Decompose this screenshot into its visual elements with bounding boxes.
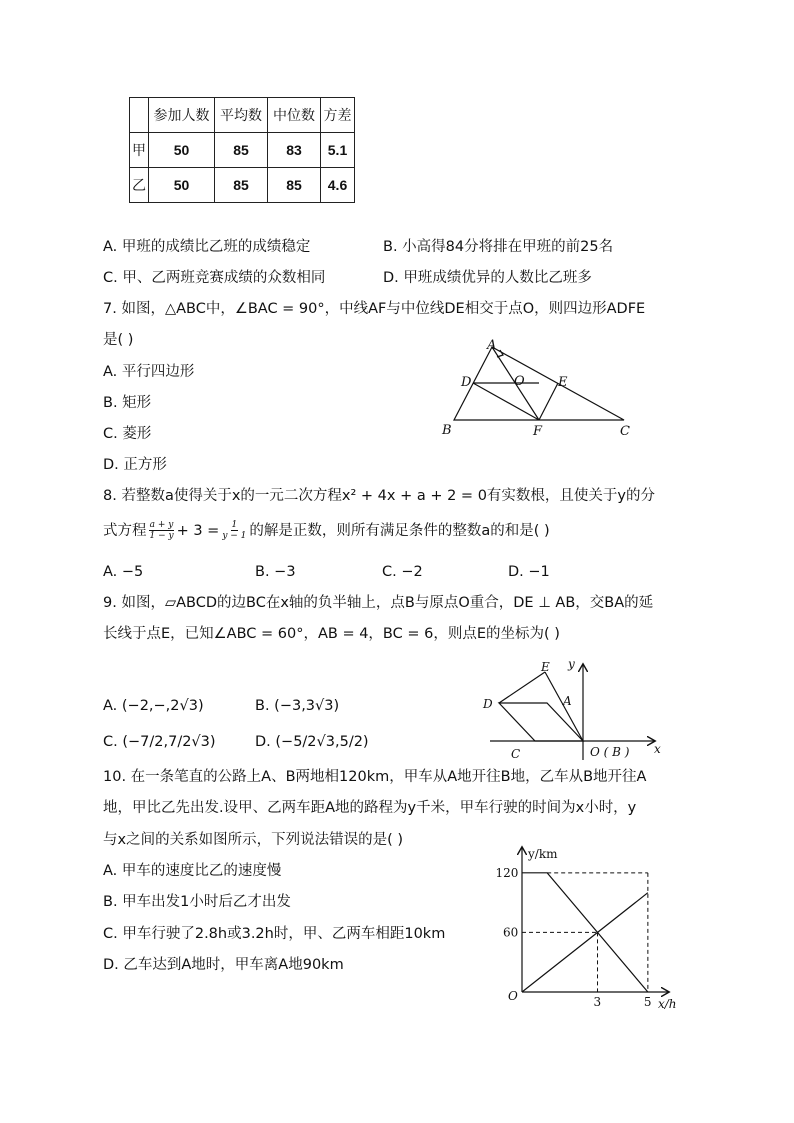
table-cell: 85 [215,133,268,168]
table-header-cell [130,98,149,133]
label-ob: O ( B ) [590,745,630,759]
q9-option-b: B. (−3,3√3) [255,698,340,714]
q7-stem-line2: 是( ) [103,332,134,348]
q9-parallelogram-figure [478,655,678,763]
table-cell: 85 [215,168,268,203]
q8-option-d: D. −1 [508,564,550,580]
q10-option-d: D. 乙车达到A地时，甲车离A地90km [103,957,344,973]
table-header-cell: 参加人数 [149,98,215,133]
q9-option-c: C. (−7/2,7/2√3) [103,734,216,750]
table-cell: 50 [149,168,215,203]
y-tick-label: 60 [503,925,519,940]
fraction-denominator: 1 − y [149,531,174,541]
q8-option-c: C. −2 [382,564,423,580]
label-b: B [442,423,452,438]
q7-option-b: B. 矩形 [103,395,152,411]
table-header-cell: 中位数 [268,98,321,133]
q10-stem-line2: 地，甲比乙先出发.设甲、乙两车距A地的路程为y千米，甲车行驶的时间为x小时，y [103,800,637,816]
q7-option-d: D. 正方形 [103,457,167,473]
q8-option-b: B. −3 [255,564,296,580]
q10-distance-time-chart [478,842,688,1012]
origin-label: O [508,989,518,1003]
q8-line2-middle: + 3 = [176,522,220,539]
table-header-row [130,98,355,133]
q8-stem-line1: 8. 若整数a使得关于x的一元二次方程x² + 4x + a + 2 = 0有实数根，且使关于y的分 [103,488,655,504]
q10-stem-line3: 与x之间的关系如图所示，下列说法错误的是( ) [103,832,404,848]
q7-triangle-figure [438,335,638,440]
q10-stem-line1: 10. 在一条笔直的公路上A、B两地相120km，甲车从A地开往B地，乙车从B地开往A [103,769,647,785]
table-cell: 4.6 [321,168,355,203]
table-cell: 83 [268,133,321,168]
q8-line2-suffix: 的解是正数，则所有满足条件的整数a的和是( ) [249,522,550,539]
segment-de [499,672,545,703]
q10-option-c: C. 甲车行驶了2.8h或3.2h时，甲、乙两车相距10km [103,926,446,942]
series-line-1 [522,893,648,992]
fraction-denominator: y − 1 [222,531,247,541]
y-tick-label: 120 [495,865,519,880]
segment-ef [539,383,558,420]
q6-option-d: D. 甲班成绩优异的人数比乙班多 [383,270,592,286]
q6-option-b: B. 小高得84分将排在甲班的前25名 [383,239,614,255]
segment-df [473,383,539,420]
y-axis-label: y/km [528,847,558,861]
label-x: x [654,742,661,756]
stats-table [129,97,355,203]
label-e: E [541,660,550,674]
label-y: y [568,657,575,671]
label-o: O [514,374,525,389]
table-row [130,168,355,203]
label-a: A [563,694,572,708]
x-axis-label: x/h [658,997,677,1011]
table-header-cell: 方差 [321,98,355,133]
q9-stem-line1: 9. 如图，▱ABCD的边BC在x轴的负半轴上，点B与原点O重合，DE ⊥ AB，交BA的延 [103,595,654,611]
q8-line2-prefix: 式方程 [103,522,147,539]
label-d: D [461,375,472,390]
label-f: F [533,424,543,439]
table-cell: 5.1 [321,133,355,168]
q10-option-b: B. 甲车出发1小时后乙才出发 [103,894,291,910]
label-c: C [620,424,630,439]
series-line-2 [522,873,648,992]
label-a: A [487,338,497,353]
row-label: 乙 [130,168,149,203]
table-row [130,133,355,168]
q10-option-a: A. 甲车的速度比乙的速度慢 [103,863,282,879]
parallelogram-abcd [499,703,583,741]
q7-stem-line1: 7. 如图，△ABC中，∠BAC = 90°，中线AF与中位线DE相交于点O，则四边形ADFE [103,301,646,317]
fraction-numerator: 1 [231,520,238,530]
q9-option-d: D. (−5/2√3,5/2) [255,734,369,750]
q8-fraction-1 [149,520,175,541]
q8-fraction-2 [221,520,247,541]
fraction-numerator: a + y [149,520,174,530]
q8-stem-line2 [103,520,550,541]
q6-option-c: C. 甲、乙两班竞赛成绩的众数相同 [103,270,326,286]
q9-stem-line2: 长线于点E，已知∠ABC = 60°，AB = 4，BC = 6，则点E的坐标为( ) [103,626,560,642]
x-tick-label: 5 [643,995,652,1009]
q6-option-a: A. 甲班的成绩比乙班的成绩稳定 [103,239,311,255]
x-tick-label: 3 [593,995,602,1009]
label-e: E [558,375,568,390]
table-cell: 50 [149,133,215,168]
q7-option-c: C. 菱形 [103,426,152,442]
label-c: C [511,747,521,761]
q7-option-a: A. 平行四边形 [103,364,195,380]
q8-option-a: A. −5 [103,564,144,580]
q9-option-a: A. (−2,−,2√3) [103,698,204,714]
table-cell: 85 [268,168,321,203]
row-label: 甲 [130,133,149,168]
table-header-cell: 平均数 [215,98,268,133]
label-d: D [483,697,493,711]
